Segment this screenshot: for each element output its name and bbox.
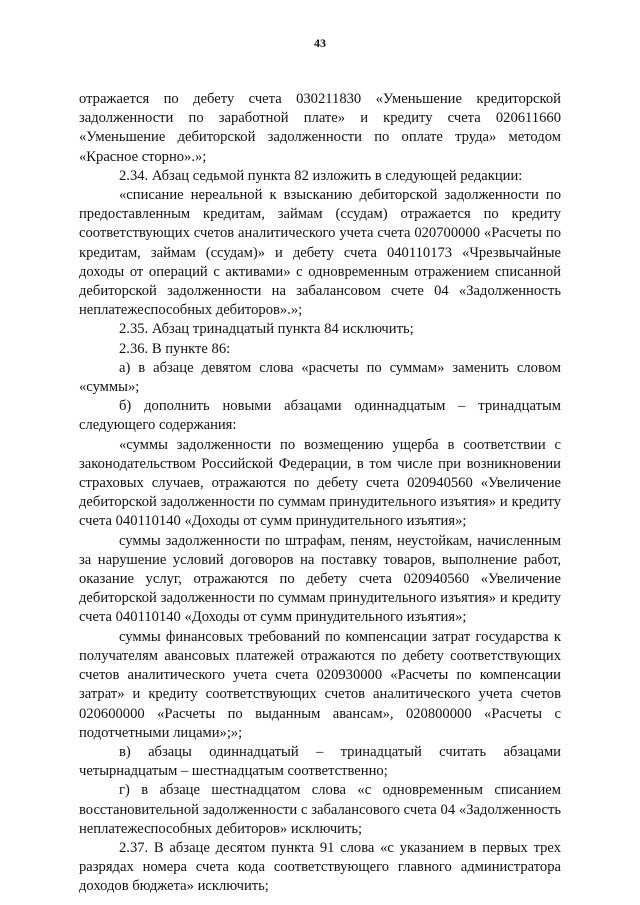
paragraph-2-36-v: в) абзацы одиннадцатый – тринадцатый считать абзацами четырнадцатым – шестнадцатым соответственно; <box>79 743 561 780</box>
paragraph-2-36-quote-2: суммы задолженности по штрафам, пеням, неустойкам, начисленным за нарушение условий договоров на поставку товаров, выполнение работ, оказание услуг, отражаются по дебету счета 020940560 «Увеличение дебиторской задолженности по суммам принудительного изъятия» и кредиту счета 040110140 «Доходы от сумм принудительного изъятия»; <box>79 532 561 626</box>
paragraph-2-36-quote-3: суммы финансовых требований по компенсации затрат государства к получателям авансовых платежей отражаются по дебету соответствующих счетов аналитического учета счета 020930000 «Расчеты по компенсации затрат» и кредиту соответствующих счетов аналитического учета счетов 020600000 «Расчеты по выданным авансам», 020800000 «Расчеты с подотчетными лицами»;»; <box>79 628 561 741</box>
paragraph-2-36-b: б) дополнить новыми абзацами одиннадцатым – тринадцатым следующего содержания: <box>79 398 561 434</box>
page-number: 43 <box>314 36 326 50</box>
paragraph-2-37: 2.37. В абзаце десятом пункта 91 слова «с указанием в первых трех разрядах номера счета кода соответствующего главного администратора доходов бюджета» исключить; <box>79 839 561 895</box>
paragraph-2-34: 2.34. Абзац седьмой пункта 82 изложить в следующей редакции: <box>119 167 523 184</box>
paragraph-2-36-g: г) в абзаце шестнадцатом слова «с одновременным списанием восстановительной задолженности с забалансового счета 04 «Задолженность неплатежеспособных дебиторов» исключить; <box>79 782 561 837</box>
paragraph-2-33-continuation: отражается по дебету счета 030211830 «Уменьшение кредиторской задолженности по заработной плате» и кредиту счета 020611660 «Уменьшение дебиторской задолженности по оплате труда» методом «Красное сторно».»; <box>79 91 561 165</box>
paragraph-2-36: 2.36. В пункте 86: <box>119 340 231 357</box>
paragraph-2-36-a: а) в абзаце девятом слова «расчеты по суммам» заменить словом «суммы»; <box>79 359 561 396</box>
document-body <box>79 90 561 897</box>
paragraph-2-34-quote: «списание нереальной к взысканию дебиторской задолженности по предоставленным кредитам, займам (ссудам) отражается по кредиту соответствующих счетов аналитического учета счета 020700000 «Расчеты по кредитам, займам (ссудам)» и дебету счета 040110173 «Чрезвычайные доходы от операций с активами» с одновременным отражением списанной дебиторской задолженности на забалансовом счете 04 «Задолженность неплатежеспособных дебиторов».»; <box>79 187 561 319</box>
paragraph-2-36-quote-1: «суммы задолженности по возмещению ущерба в соответствии с законодательством Российской Федерации, в том числе при возникновении страховых случаев, отражаются по дебету счета 020940560 «Увеличение дебиторской задолженности по суммам принудительного изъятия» и кредиту счета 040110140 «Доходы от сумм принудительного изъятия»; <box>79 436 561 530</box>
paragraph-2-35: 2.35. Абзац тринадцатый пункта 84 исключить; <box>119 321 414 338</box>
